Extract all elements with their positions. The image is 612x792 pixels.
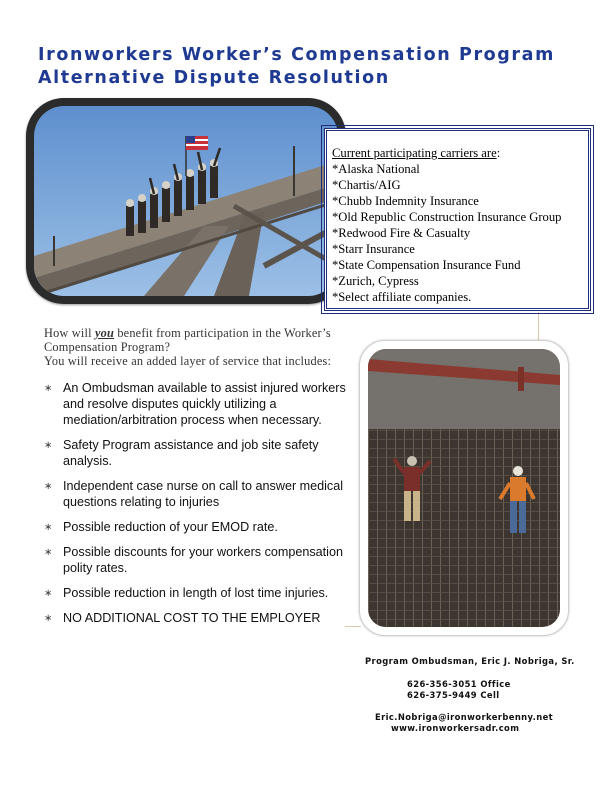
asterisk-bullet-icon: ∗ (44, 522, 53, 533)
benefits-list (44, 380, 349, 635)
carrier-item: *State Compensation Insurance Fund (332, 258, 521, 272)
carrier-item: *Starr Insurance (332, 242, 415, 256)
asterisk-bullet-icon: ∗ (44, 440, 53, 451)
asterisk-bullet-icon: ∗ (44, 383, 53, 394)
list-item: ∗ Possible reduction in length of lost time injuries. (44, 586, 329, 600)
office-phone: 626-356-3051 Office (407, 679, 511, 689)
list-item: ∗ NO ADDITIONAL COST TO THE EMPLOYER (44, 611, 321, 625)
page-title (38, 44, 578, 90)
ombudsman-name: Program Ombudsman, Eric J. Nobriga, Sr. (365, 656, 575, 666)
cell-phone: 626-375-9449 Cell (407, 690, 500, 700)
bridge-photo-image (34, 106, 338, 296)
email-link[interactable]: Eric.Nobriga@ironworkerbenny.net (375, 712, 554, 722)
title-line-1: Ironworkers Worker’s Compensation Program (38, 45, 555, 65)
intro-question: How will you benefit from participation in the Worker’s Compensation Program? (44, 326, 331, 354)
rebar-photo (368, 349, 560, 627)
asterisk-bullet-icon: ∗ (44, 481, 53, 492)
carrier-item: *Old Republic Construction Insurance Group (332, 210, 562, 224)
title-line-2: Alternative Dispute Resolution (38, 68, 390, 88)
website-link[interactable]: www.ironworkersadr.com (391, 723, 520, 733)
intro-services: You will receive an added layer of service that includes: (44, 354, 332, 368)
list-item: ∗ Possible discounts for your workers compensation polity rates. (44, 545, 343, 575)
intro-text (44, 326, 364, 368)
list-item: ∗ An Ombudsman available to assist injured workers and resolve disputes quickly utilizing a mediation/arbitration process when necessary. (44, 381, 346, 427)
list-item: ∗ Possible reduction of your EMOD rate. (44, 520, 278, 534)
list-item: ∗ Safety Program assistance and job site safety analysis. (44, 438, 319, 468)
carrier-item: *Select affiliate companies. (332, 290, 472, 304)
carrier-item: *Redwood Fire & Casualty (332, 226, 471, 240)
carriers-heading: Current participating carriers are: (332, 146, 501, 160)
bridge-photo (34, 106, 338, 296)
carrier-item: *Chartis/AIG (332, 178, 401, 192)
carriers-box (324, 128, 591, 311)
asterisk-bullet-icon: ∗ (44, 588, 53, 599)
carrier-item: *Zurich, Cypress (332, 274, 419, 288)
list-item: ∗ Independent case nurse on call to answer medical questions relating to injuries (44, 479, 344, 509)
connector-line (538, 312, 539, 340)
rebar-photo-frame (359, 340, 569, 636)
carrier-item: *Chubb Indemnity Insurance (332, 194, 479, 208)
asterisk-bullet-icon: ∗ (44, 547, 53, 558)
rebar-photo-image (368, 349, 560, 627)
bridge-photo-frame (26, 98, 346, 304)
carrier-item: *Alaska National (332, 162, 420, 176)
asterisk-bullet-icon: ∗ (44, 613, 53, 624)
